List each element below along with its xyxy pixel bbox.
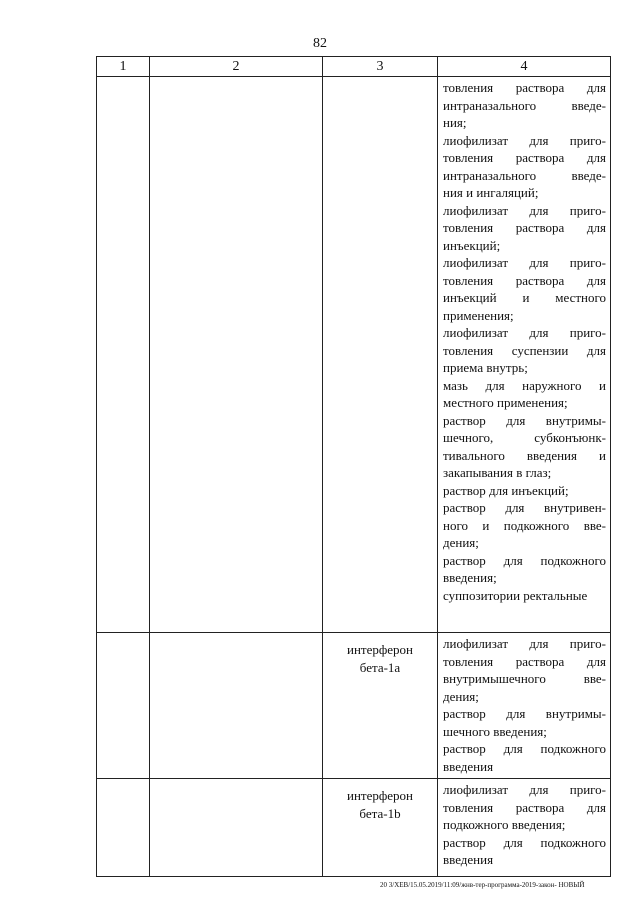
dosage-form-line: ния;	[443, 115, 467, 130]
cell-drug-name	[323, 77, 438, 633]
dosage-form-line: лиофилизат для приго-	[443, 325, 606, 340]
cell-dosage-forms	[438, 77, 611, 633]
cell-col2	[150, 779, 323, 877]
dosage-form-line: товления раствора для	[443, 799, 606, 815]
cell-drug-name	[323, 633, 438, 779]
dosage-form-line: введения	[443, 852, 494, 867]
dosage-form-line: применения;	[443, 307, 514, 323]
dosage-form-line: мазь для наружного и	[443, 377, 606, 393]
footer-text: 20 3/ХЕВ/15.05.2019/11:09/жнв-тер-программа-2019-закон- НОВЫЙ	[380, 881, 585, 889]
dosage-form-line: товления раствора для	[443, 80, 606, 95]
dosage-form-line: лиофилизат для приго-	[443, 202, 606, 218]
column-header-1: 1	[97, 57, 150, 77]
dosage-form-line: товления суспензии для	[443, 342, 606, 358]
cell-col1	[97, 633, 150, 779]
dosage-form-line: товления раствора для	[443, 220, 606, 235]
dosage-form-line: раствор для подкожного	[443, 552, 606, 568]
dosage-form-line: товления раствора для	[443, 272, 606, 288]
dosage-form-line: интраназального введе-	[443, 167, 606, 183]
dosage-form-line: товления раствора для	[443, 150, 606, 165]
page-number: 82	[313, 36, 327, 51]
dosage-form-line: суппозитории ректальные	[443, 587, 588, 603]
column-header-3: 3	[323, 57, 438, 77]
dosage-form-line: ного и подкожного вве-	[443, 517, 606, 533]
dosage-form-line: лиофилизат для приго-	[443, 132, 606, 148]
table-row	[97, 633, 611, 779]
dosage-form-line: раствор для подкожного	[443, 741, 606, 756]
cell-dosage-forms	[438, 633, 611, 779]
dosage-form-line: лиофилизат для приго-	[443, 255, 606, 270]
cell-dosage-forms	[438, 779, 611, 877]
dosage-form-line: раствор для инъекций;	[443, 482, 569, 498]
dosage-form-line: раствор для внутримы-	[443, 412, 606, 428]
medication-table	[96, 56, 611, 877]
dosage-form-line: шечного введения;	[443, 723, 547, 739]
drug-name-line: бета-1b	[359, 805, 401, 821]
column-header-2: 2	[150, 57, 323, 77]
dosage-form-line: раствор для подкожного	[443, 834, 606, 850]
dosage-form-line: дения;	[443, 688, 479, 704]
table-row	[97, 77, 611, 633]
table-row	[97, 779, 611, 877]
dosage-form-line: инъекций;	[443, 237, 501, 253]
cell-col1	[97, 77, 150, 633]
column-header-4: 4	[438, 57, 611, 77]
dosage-form-line: интраназального введе-	[443, 97, 606, 113]
cell-col2	[150, 633, 323, 779]
dosage-form-line: шечного, субконъюнк-	[443, 430, 606, 445]
dosage-form-line: введения	[443, 758, 494, 774]
dosage-form-line: инъекций и местного	[443, 290, 606, 305]
dosage-form-line: раствор для внутривен-	[443, 500, 606, 515]
dosage-form-line: тивального введения и	[443, 447, 606, 463]
cell-drug-name	[323, 779, 438, 877]
dosage-form-line: местного применения;	[443, 395, 568, 410]
dosage-form-line: раствор для внутримы-	[443, 706, 606, 721]
dosage-form-line: лиофилизат для приго-	[443, 636, 606, 651]
dosage-form-line: внутримышечного вве-	[443, 671, 606, 686]
dosage-form-line: товления раствора для	[443, 653, 606, 669]
drug-name-line: интерферон	[346, 642, 413, 657]
dosage-form-line: ния и ингаляций;	[443, 185, 539, 200]
dosage-form-line: приема внутрь;	[443, 360, 528, 375]
dosage-form-line: лиофилизат для приго-	[443, 782, 606, 797]
dosage-form-line: закапывания в глаз;	[443, 465, 552, 480]
cell-col1	[97, 779, 150, 877]
drug-name-line: бета-1a	[359, 659, 401, 675]
cell-col2	[150, 77, 323, 633]
dosage-form-line: дения;	[443, 535, 479, 550]
dosage-form-line: введения;	[443, 570, 497, 585]
drug-name-line: интерферон	[346, 788, 413, 803]
dosage-form-line: подкожного введения;	[443, 817, 566, 832]
table-header-row	[97, 57, 611, 77]
